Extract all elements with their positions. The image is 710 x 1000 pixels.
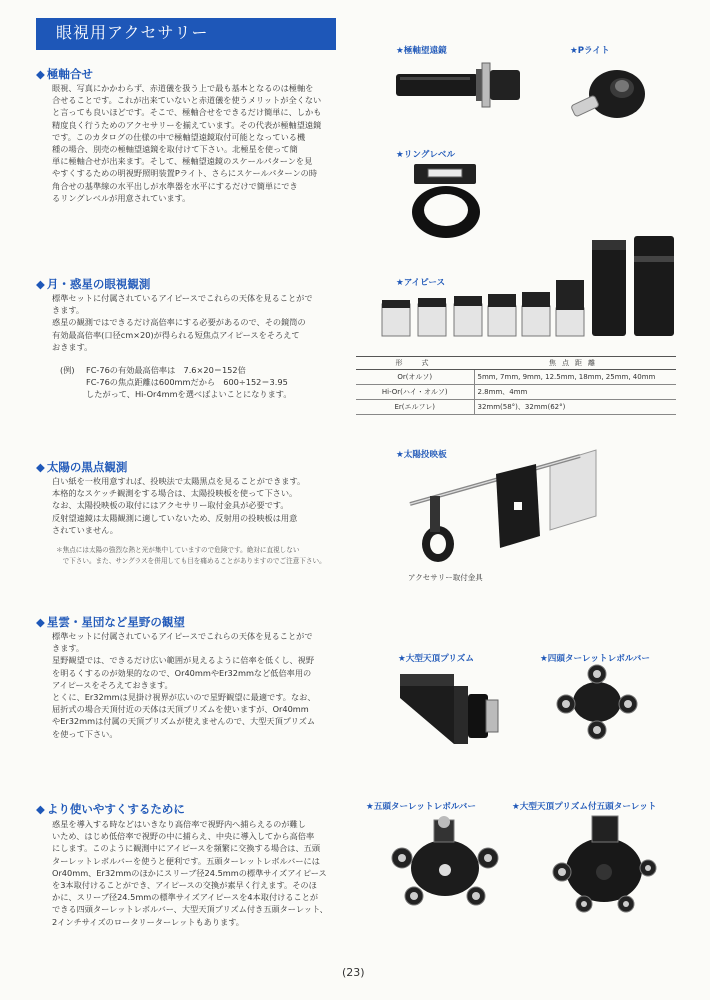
section-body-planet-observation: 標準セットに付属されているアイピースでこれらの天体を見ることがで きます。 惑星の観測ではできるだけ高倍率にする必要があるので、その鏡筒の 有効最高倍率(口径cm×20)が得られる短焦点アイピースをそろえて おきます。 — [52, 293, 313, 352]
page-title: 眼視用アクセサリー — [36, 18, 336, 48]
section-heading-planet-observation: ◆ 月・惑星の眼視観測 — [36, 277, 151, 291]
caption-solar-board: ★太陽投映板 — [396, 450, 447, 460]
diamond-icon: ◆ — [36, 67, 45, 81]
polar-scope-image — [390, 58, 530, 114]
table-header-type: 形 式 — [356, 357, 474, 370]
section-body-usability: 惑星を導入する時などはいきなり高倍率で視野内へ捕らえるのが難し いため、はじめ低倍率で視野の中に捕らえ、中央に導入してから高倍率 にします。このように観測中にアイピースを頻繁に交換する場合は、五頭 ターレットレボルバーを使うと便利です。五頭ターレットレボルバーには Or40mm、Er32mmのほかにスリーブ径24.5mmの標準サイズアイピース を3本取付けることができ、アイピースの交換が素早く行えます。そのほ かに、スリーブ径24.5mmの標準サイズアイピースを4本取付けることが できる四頭ターレットレボルバー、大型天頂プリズム付き五頭ターレット、 2インチサイズのロータリーターレットもあります。 — [52, 819, 328, 927]
five-head-turret-image — [390, 814, 500, 914]
p-light-image — [562, 56, 652, 122]
caption-eyepiece: ★アイピース — [396, 278, 446, 288]
safety-note: ＊焦点には太陽の強烈な熱と光が集中していますので危険です。絶対に直視しない で下さい。また、サングラスを併用しても目を痛めることがありますのでご注意下さい。 — [56, 546, 326, 565]
caption-polar-scope: ★極軸望遠鏡 — [396, 46, 447, 56]
page-number: (23) — [342, 966, 365, 979]
caption-turret5-prism: ★大型天頂プリズム付五頭ターレット — [512, 802, 657, 812]
eyepiece-spec-table — [356, 356, 676, 415]
example-calculation: (例) FC-76の有効最高倍率は 7.6×20＝152倍 FC-76の焦点距離は600mmだから 600÷152＝3.95 したがって、Hi-Or4mmを選べばよいことになります。 — [60, 365, 292, 400]
diamond-icon: ◆ — [36, 802, 45, 816]
five-head-turret-prism-image — [548, 814, 658, 914]
caption-ring-level: ★リングレベル — [396, 150, 456, 160]
caption-big-prism: ★大型天頂プリズム — [398, 654, 474, 664]
diamond-icon: ◆ — [36, 277, 45, 291]
four-head-turret-image — [552, 664, 642, 740]
section-heading-usability: ◆ より使いやすくするために — [36, 802, 185, 816]
caption-p-light: ★Pライト — [570, 46, 610, 56]
table-header-focal: 焦点距離 — [474, 357, 676, 370]
table-row: Or(オルソ) 5mm, 7mm, 9mm, 12.5mm, 18mm, 25mm, 40mm — [356, 370, 676, 385]
table-row: Er(エルフレ) 32mm(58°)、32mm(62°) — [356, 400, 676, 415]
title-underline — [36, 48, 336, 50]
caption-turret4: ★四頭ターレットレボルバー — [540, 654, 650, 664]
table-row: Hi-Or(ハイ・オルソ) 2.8mm、4mm — [356, 385, 676, 400]
diamond-icon: ◆ — [36, 615, 45, 629]
section-heading-polar-alignment: ◆ 極軸合せ — [36, 67, 93, 81]
solar-projection-board-image — [400, 440, 610, 570]
large-zenith-prism-image — [394, 664, 506, 752]
section-body-polar-alignment: 眼視、写真にかかわらず、赤道儀を扱う上で最も基本となるのは極軸を 合せることです。これが出来ていないと赤道儀を使うメリットが全くない と言っても良いほどです。そこで、極軸合せをできるだけ簡単に、しかも 精度良く行うためのアクセサリーを揃えています。その代表が極軸望遠鏡 です。このカタログの仕様の中で極軸望遠鏡取付可能となっている機 種の場合、別売の極軸望遠鏡を取付けて下さい。北極星を使って簡 単に極軸合せが出来ます。そして、極軸望遠鏡のスケールパターンを見 やすくするための明視野照明装置Pライト、さらにスケールパターンの時 角合せの基準線の水平出しが水準器を水平にするだけで簡単にでき るリングレベルが用意されています。 — [52, 83, 322, 203]
caption-turret5: ★五頭ターレットレボルバー — [366, 802, 476, 812]
section-body-sunspot-observation: 白い紙を一枚用意すれば、投映法で太陽黒点を見ることができます。 本格的なスケッチ観測をする場合は、太陽投映板を使って下さい。 なお、太陽投映板の取付にはアクセサリー取付金具が必要です。 反射望遠鏡は太陽観測に適していないため、反射用の投映板は用意 されていません。 — [52, 476, 306, 535]
eyepiece-group — [382, 236, 674, 336]
eyepiece-set-image — [378, 234, 688, 344]
diamond-icon: ◆ — [36, 460, 45, 474]
section-heading-nebula-observation: ◆ 星雲・星団など星野の観望 — [36, 615, 185, 629]
section-body-nebula-observation: 標準セットに付属されているアイピースでこれらの天体を見ることがで きます。 星野観望では、できるだけ広い範囲が見えるように倍率を低くし、視野 を明るくするのが効果的なので、Or40mmやEr32mmなど低倍率用の アイピースをそろえておきます。 とくに、Er32mmは見掛け視界が広いので星野観望に最適です。なお、 屈折式の場合天頂付近の天体は天頂プリズムを使いますが、Or40mm やEr32mmは付属の天頂プリズムが使えませんので、大型天頂プリズム を使って下さい。 — [52, 631, 316, 739]
section-heading-sunspot-observation: ◆ 太陽の黒点観測 — [36, 460, 128, 474]
ring-level-image — [408, 160, 488, 244]
caption-mount-bracket: アクセサリー取付金具 — [408, 573, 483, 582]
